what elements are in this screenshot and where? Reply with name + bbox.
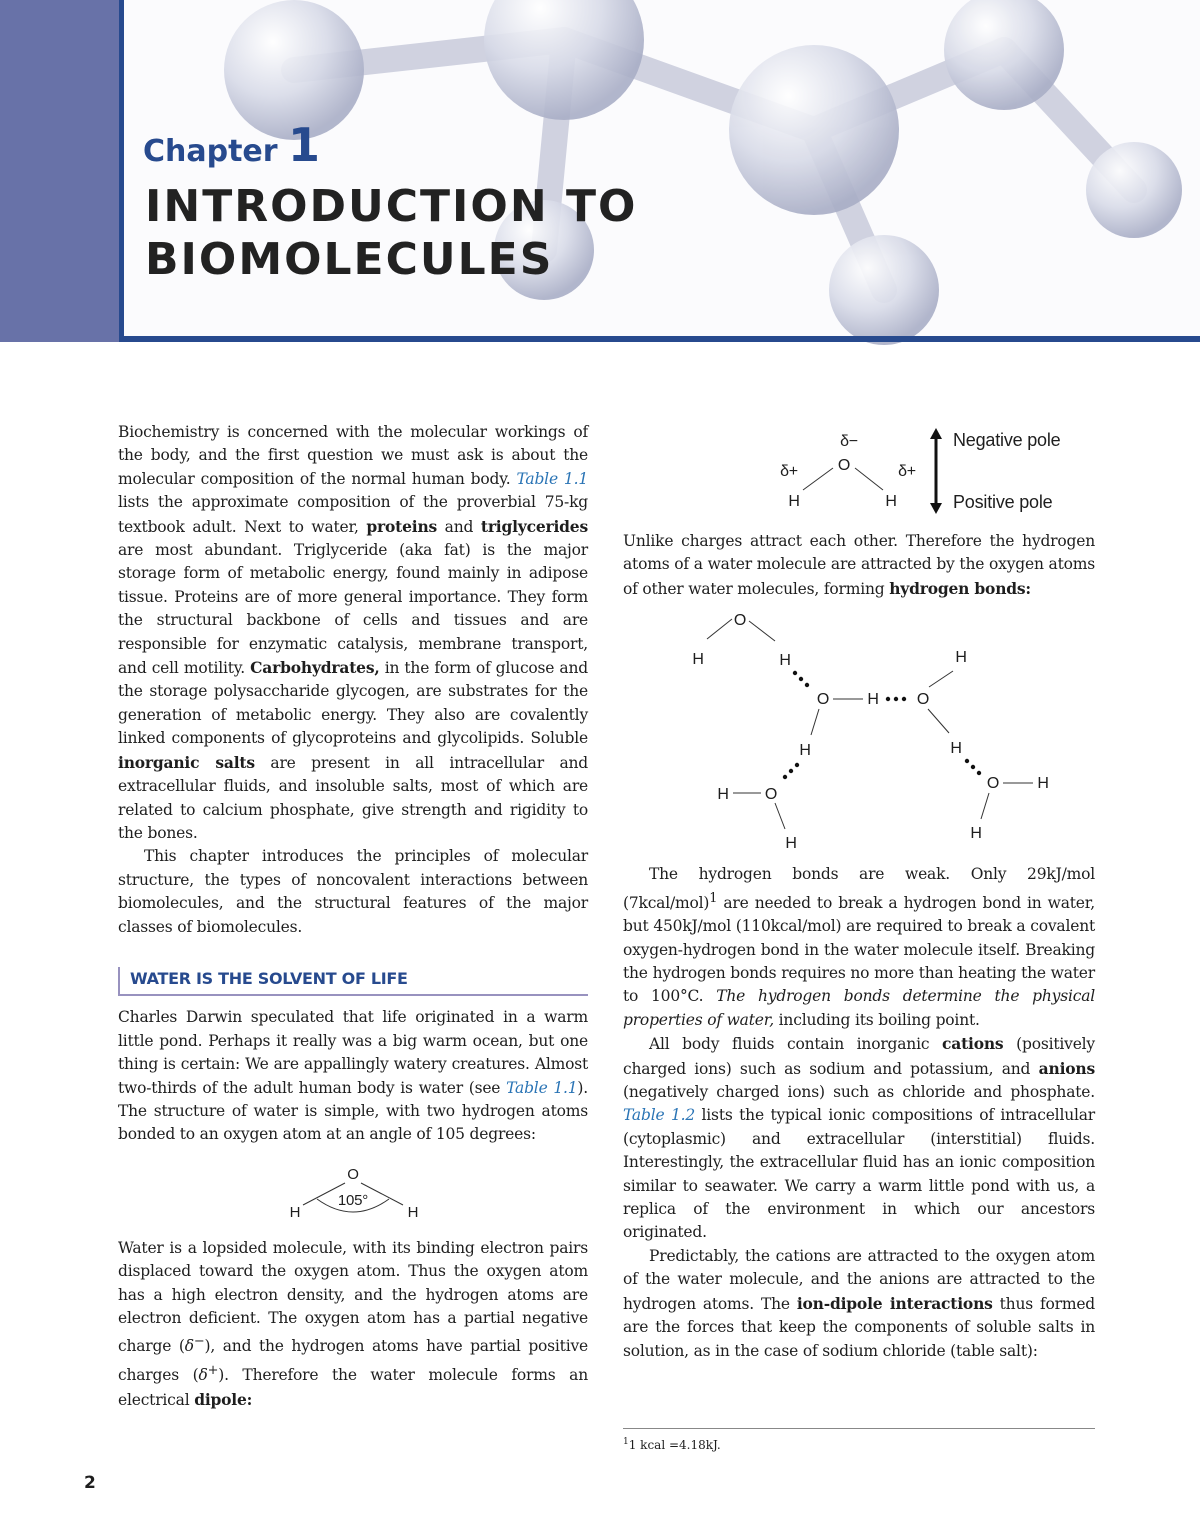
svg-text:O: O (986, 775, 1000, 793)
chapter-header (0, 0, 1200, 342)
chapter-title-line2: BIOMOLECULES (145, 234, 554, 285)
page-number: 2 (84, 1473, 96, 1493)
table-1-2-link[interactable]: Table 1.2 (623, 1106, 696, 1125)
svg-text:O: O (916, 691, 930, 709)
angle-hydrogen-left: H (289, 1203, 301, 1221)
negative-pole-label: Negative pole (953, 430, 1061, 450)
intro-paragraph: Biochemistry is concerned with the molecular workings of the body, and the first question we must ask is about the molecular composition of the normal human body. Table 1.1 lists the approximate composition of the proverbial 75-kg textbook adult. Next to water, proteins and triglycerides are most abundant. Triglyceride (aka fat) is the major storage form of metabolic energy, found mainly in adipose tissue. Proteins are of more general importance. They form the structural backbone of cells and tissues and are responsible for enzymatic catalysis, membrane transport, and cell motility. Carbohydrates, in the form of glucose and the storage polysaccharide glycogen, are substrates for the generation of metabolic energy. They also are covalently linked components of glycoproteins and glycolipids. Soluble inorganic salts are present in all intracellular and extracellular fluids, and insoluble salts, most of which are related to calcium phosphate, give strength and rigidity to the bones. (118, 423, 588, 842)
footnote-marker[interactable]: 1 (709, 890, 718, 906)
section-heading: WATER IS THE SOLVENT OF LIFE (118, 967, 588, 996)
svg-text:H: H (1037, 775, 1049, 793)
left-column (118, 421, 588, 1412)
dipole-delta-negative: δ− (840, 433, 858, 450)
water-paragraph: Charles Darwin speculated that life originated in a warm little pond. Perhaps it really was a big warm ocean, but one thing is certain: We are appallingly watery creatures. Almost two-thirds of the adult human body is water (see Table 1.1). The structure of water is simple, with two hydrogen atoms bonded to an oxygen atom at an angle of 105 degrees: (118, 1008, 588, 1144)
positive-pole-label: Positive pole (953, 492, 1053, 512)
angle-oxygen: O (347, 1165, 359, 1183)
footnote: $^1$1 kcal =4.18kJ. (623, 1437, 721, 1452)
dipole-paragraph: Water is a lopsided molecule, with its binding electron pairs displaced toward the oxygen atom. Thus the oxygen atom has a high electron density, and the hydrogen atoms are electron deficient. The oxygen atom has a partial negative charge (δ−), and the hydrogen atoms have partial positive charges (δ+). Therefore the water molecule forms an electrical dipole: (118, 1238, 588, 1409)
chapter-title-line1: INTRODUCTION TO (145, 181, 638, 232)
dipole-delta-positive-left: δ+ (780, 463, 798, 480)
svg-text:O: O (764, 786, 778, 804)
angle-hydrogen-right: H (407, 1203, 419, 1221)
chapter-overview-paragraph: This chapter introduces the principles of molecular structure, the types of noncovalent interactions between biomolecules, and the structural features of the major classes of biomolecules. (118, 847, 588, 936)
header-sidebar (0, 0, 119, 342)
right-column (623, 424, 1095, 1363)
footnote-rule (623, 1428, 1095, 1429)
svg-text:H: H (970, 825, 982, 843)
dipole-oxygen: O (837, 457, 851, 474)
chapter-label: Chapter 1 (143, 118, 321, 172)
svg-text:H: H (950, 740, 962, 758)
svg-text:H: H (785, 835, 797, 853)
svg-text:H: H (867, 691, 879, 709)
angle-value: 105° (337, 1191, 369, 1209)
svg-text:H: H (799, 742, 811, 760)
hydrogen-bond-paragraph: Unlike charges attract each other. Therefore the hydrogen atoms of a water molecule are attracted by the oxygen atoms of other water molecules, forming hydrogen bonds: (623, 532, 1095, 598)
dipole-delta-positive-right: δ+ (898, 463, 916, 480)
dipole-hydrogen-left: H (788, 493, 800, 510)
header-vertical-rule (119, 0, 124, 342)
dipole-hydrogen-right: H (885, 493, 897, 510)
hydrogen-bond-strength-paragraph: The hydrogen bonds are weak. Only 29kJ/mol (7kcal/mol)$^1$ are needed to break a hydrogen bond in water, but 450kJ/mol (110kcal/mol) are required to break a covalent oxygen-hydrogen bond in the water molecule itself. Breaking the hydrogen bonds requires no more than heating the water to 100°C. The hydrogen bonds determine the physical properties of water, including its boiling point. (623, 865, 1096, 1029)
table-1-1-link-2[interactable]: Table 1.1 (506, 1078, 578, 1097)
chapter-title (145, 180, 637, 286)
water-angle-diagram (283, 1157, 423, 1229)
hydrogen-bond-network-diagram (623, 607, 1095, 857)
water-dipole-diagram (679, 424, 1061, 516)
ion-dipole-paragraph: Predictably, the cations are attracted to the oxygen atom of the water molecule, and the anions are attracted to the hydrogen atoms. The ion-dipole interactions thus formed are the forces that keep the components of soluble salts in solution, as in the case of sodium chloride (table salt): (623, 1246, 1096, 1360)
table-1-1-link[interactable]: Table 1.1 (516, 469, 588, 488)
svg-text:H: H (955, 649, 967, 667)
body-fluids-paragraph: All body fluids contain inorganic cations (positively charged ions) such as sodium and potassium, and anions (negatively charged ions) such as chloride and phosphate. Table 1.2 lists the typical ionic compositions of intracellular (cytoplasmic) and extracellular (interstitial) fluids. Interestingly, the extracellular fluid has an ionic composition similar to seawater. We carry a warm little pond with us, a replica of the environment in which our ancestors originated. (623, 1034, 1095, 1242)
header-horizontal-rule (119, 336, 1200, 342)
svg-text:O: O (816, 691, 830, 709)
svg-text:H: H (717, 786, 729, 804)
svg-text:O: O (733, 612, 747, 630)
svg-text:H: H (692, 651, 704, 669)
svg-text:H: H (779, 652, 791, 670)
